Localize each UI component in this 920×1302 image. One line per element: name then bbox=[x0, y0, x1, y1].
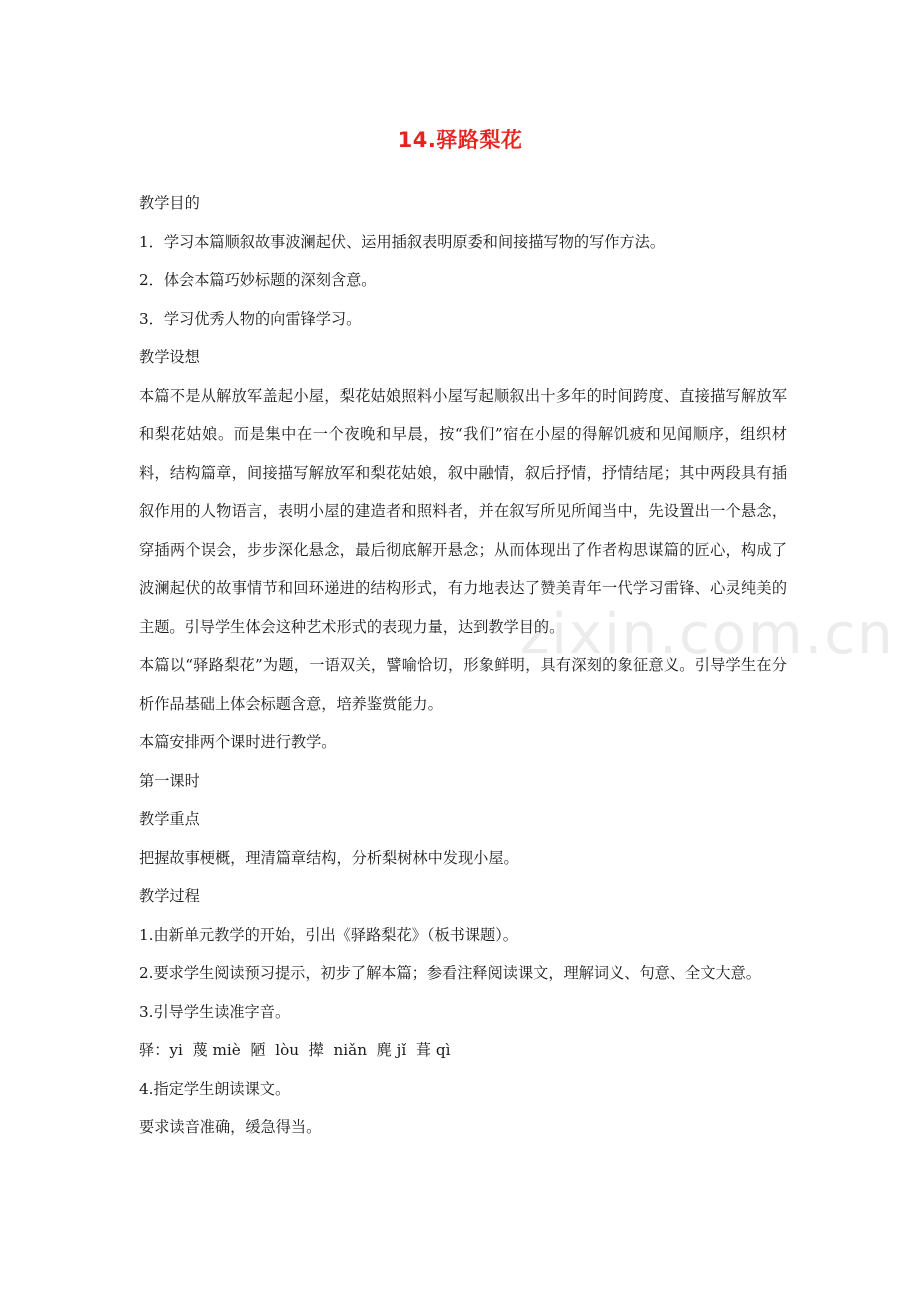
heading-teaching-goals: 教学目的 bbox=[139, 194, 200, 212]
heading-key-points: 教学重点 bbox=[139, 810, 200, 828]
reading-requirement: 要求读音准确，缓急得当。 bbox=[139, 1118, 322, 1136]
heading-teaching-concept: 教学设想 bbox=[139, 348, 200, 366]
concept-paragraph-1: 本篇不是从解放军盖起小屋，梨花姑娘照料小屋写起顺叙出十多年的时间跨度、直接描写解放军和梨花姑娘。而是集中在一个夜晚和早晨，按“我们”宿在小屋的得解饥疲和见闻顺序，组织材料，结构篇章，间接描写解放军和梨花姑娘，叙中融情，叙后抒情，抒情结尾；其中两段具有插叙作用的人物语言，表明小屋的建造者和照料者，并在叙写所见所闻当中，先设置出一个悬念，穿插两个误会，步步深化悬念，最后彻底解开悬念；从而体现出了作者构思谋篇的匠心，构成了波澜起伏的故事情节和回环递进的结构形式，有力地表达了赞美青年一代学习雷锋、心灵纯美的主题。引导学生体会这种艺术形式的表现力量，达到教学目的。 bbox=[139, 386, 787, 636]
heading-first-lesson: 第一课时 bbox=[139, 771, 200, 790]
goal-item-1: 1．学习本篇顺叙故事波澜起伏、运用插叙表明原委和间接描写物的写作方法。 bbox=[139, 232, 666, 251]
process-step-2: 2.要求学生阅读预习提示，初步了解本篇；参看注释阅读课文，理解词义、句意、全文大意。 bbox=[139, 964, 761, 982]
document-body bbox=[139, 184, 787, 1147]
key-points-text: 把握故事梗概，理清篇章结构，分析梨树林中发现小屋。 bbox=[139, 848, 519, 867]
goal-item-2: 2．体会本篇巧妙标题的深刻含意。 bbox=[139, 271, 377, 289]
watermark: zixin.com.cn bbox=[520, 602, 895, 667]
heading-process: 教学过程 bbox=[139, 887, 200, 905]
lesson-arrangement: 本篇安排两个课时进行教学。 bbox=[139, 733, 337, 751]
process-step-3: 3.引导学生读准字音。 bbox=[139, 1002, 291, 1021]
concept-paragraph-2: 本篇以“驿路梨花”为题，一语双关，譬喻恰切，形象鲜明，具有深刻的象征意义。引导学生在分析作品基础上体会标题含意，培养鉴赏能力。 bbox=[139, 656, 787, 713]
process-step-1: 1.由新单元教学的开始，引出《驿路梨花》（板书课题）。 bbox=[139, 925, 518, 944]
pronunciation-list: 驿：yi 蔑 miè 陋 lòu 撵 niǎn 麂 jǐ 葺 qì bbox=[139, 1041, 451, 1059]
process-step-4: 4.指定学生朗读课文。 bbox=[139, 1079, 291, 1098]
page-title: 14.驿路梨花 bbox=[397, 128, 523, 152]
goal-item-3: 3．学习优秀人物的向雷锋学习。 bbox=[139, 309, 362, 328]
